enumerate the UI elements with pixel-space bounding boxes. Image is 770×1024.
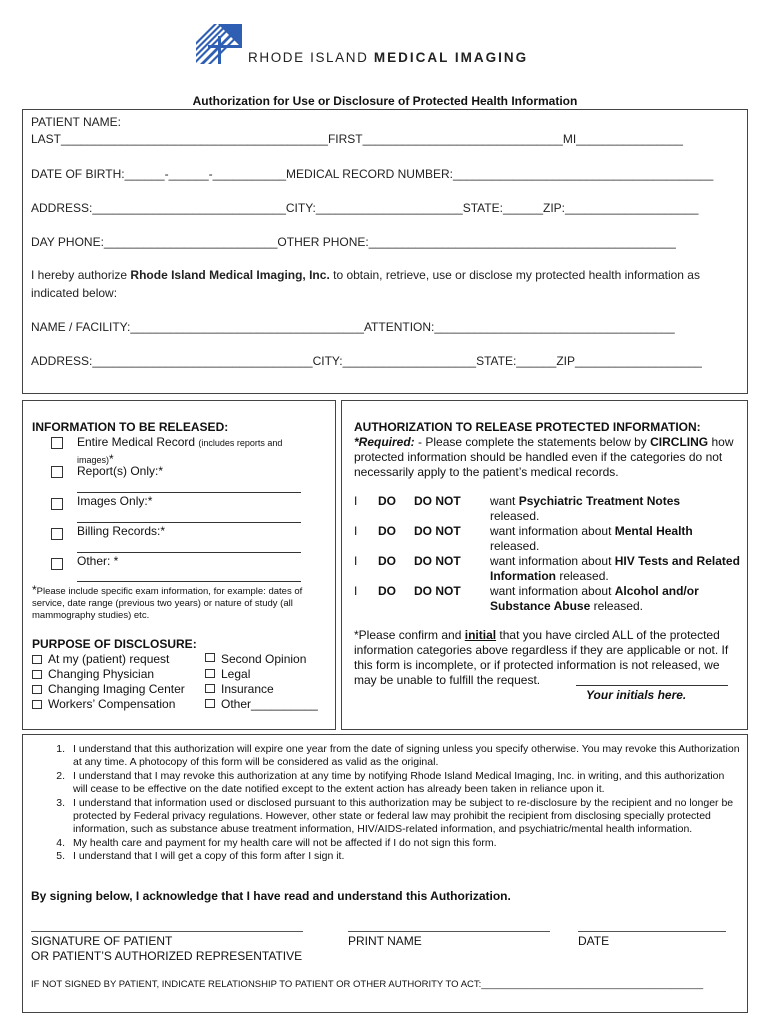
auth-row-mental-health [354, 524, 746, 554]
terms-num: 5. [56, 850, 65, 863]
authorization-title: AUTHORIZATION TO RELEASE PROTECTED INFORMATION: [354, 420, 701, 434]
document-title: Authorization for Use or Disclosure of Protected Health Information [192, 94, 578, 108]
print-name-label: PRINT NAME [348, 934, 422, 948]
auth-row-psychiatric [354, 494, 746, 524]
auth-post: released. [490, 509, 540, 523]
logo-wordmark [248, 50, 528, 65]
rhode-island-medical-imaging-logo-icon [196, 24, 242, 64]
date-line[interactable] [578, 931, 726, 932]
auth-statement [490, 554, 740, 584]
auth-bold: Psychiatric Treatment Notes [518, 494, 681, 508]
acknowledgement-statement: By signing below, I acknowledge that I have read and understand this Authorization. [31, 889, 511, 903]
confirm-text-b: that you have circled ALL of the protected information categories above regardless if they are applicable or not. If this form is incomplete, or if protected information is not released, we may be unable to fulfill the request. [354, 628, 729, 687]
checkbox-icon[interactable] [51, 437, 63, 449]
info-footnote [32, 584, 330, 622]
purpose-other[interactable]: Other__________ [221, 697, 318, 711]
images-only-line[interactable] [77, 522, 301, 523]
terms-text: I understand that I may revoke this authorization at any time by notifying Rhode Island Medical Imaging, Inc. in writing, and this authorization will cease to be effective on the date notified except to the extent action has already been taken in reliance upon it. [73, 769, 725, 796]
logo-name-bold: MEDICAL IMAGING [373, 50, 529, 65]
terms-item [51, 743, 741, 770]
auth-do-option[interactable]: DO [378, 584, 396, 598]
auth-i: I [354, 494, 358, 508]
purpose-changing-center: Changing Imaging Center [48, 682, 185, 696]
signature-label: SIGNATURE OF PATIENT [31, 934, 173, 948]
patient-info-section [22, 109, 748, 394]
logo-name-light: RHODE ISLAND [248, 50, 374, 65]
terms-item [51, 837, 741, 850]
checkbox-icon[interactable] [205, 669, 215, 678]
billing-records-line[interactable] [77, 552, 301, 553]
signature-line[interactable] [31, 931, 303, 932]
authorization-section [341, 400, 748, 730]
entire-record-star: * [109, 452, 114, 466]
auth-bold: HIV Tests and Related Information [490, 554, 740, 583]
terms-num: 3. [56, 796, 65, 809]
footnote-text: Please include specific exam information, for example: dates of service, date range (previous two years) or nature of study (all mammography studies) etc. [32, 586, 303, 621]
purpose-title: PURPOSE OF DISCLOSURE: [32, 637, 197, 651]
purpose-workers-comp: Workers’ Compensation [48, 697, 176, 711]
authorize-org: Rhode Island Medical Imaging, Inc. [130, 268, 330, 282]
auth-do-not-option[interactable]: DO NOT [414, 494, 461, 508]
facility-field[interactable]: NAME / FACILITY:___________________________________ATTENTION:____________________________________ [31, 320, 675, 334]
auth-statement [490, 494, 740, 524]
authorization-instructions [354, 435, 744, 480]
entire-record-label [77, 435, 282, 449]
checkbox-icon[interactable] [205, 653, 215, 662]
checkbox-icon[interactable] [51, 466, 63, 478]
auth-post: released. [556, 569, 609, 583]
auth-statement [490, 524, 740, 554]
purpose-patient-request: At my (patient) request [48, 652, 170, 666]
billing-records-label: Billing Records:* [77, 524, 166, 538]
auth-row-hiv [354, 554, 746, 584]
auth-pre: want information about [490, 554, 615, 568]
other-info-label: Other: * [77, 554, 119, 568]
info-released-section [22, 400, 336, 730]
patient-address-field[interactable]: ADDRESS:_____________________________CITY:______________________STATE:______ZIP:____________________ [31, 201, 699, 215]
terms-num: 1. [56, 743, 65, 755]
checkbox-icon[interactable] [32, 670, 42, 679]
entire-record-note: (includes reports and [198, 438, 283, 448]
auth-bold: Mental Health [614, 524, 693, 538]
patient-name-field[interactable]: LAST________________________________________FIRST______________________________MI________________ [31, 132, 683, 146]
checkbox-icon[interactable] [32, 700, 42, 709]
confirm-text-a: *Please confirm and [354, 628, 465, 642]
checkbox-icon[interactable] [32, 655, 42, 664]
confirm-instructions [354, 628, 744, 688]
dob-mrn-field[interactable]: DATE OF BIRTH:______-______-___________MEDICAL RECORD NUMBER:_______________________________________ [31, 167, 714, 181]
date-label: DATE [578, 934, 610, 948]
auth-statement [490, 584, 740, 614]
terms-list [51, 743, 741, 864]
required-text-a: - Please complete the statements below by [414, 435, 651, 449]
checkbox-icon[interactable] [51, 528, 63, 540]
company-logo [196, 24, 576, 68]
authorize-pre: I hereby authorize [31, 268, 131, 282]
checkbox-icon[interactable] [205, 699, 215, 708]
auth-i: I [354, 554, 358, 568]
terms-num: 4. [56, 836, 65, 849]
terms-text: I understand that this authorization will expire one year from the date of signing unless you specify otherwise. You may revoke this Authorization at any time. A photocopy of this form will be considered as valid as the original. [73, 743, 740, 769]
auth-do-option[interactable]: DO [378, 494, 396, 508]
recipient-address-field[interactable]: ADDRESS:_________________________________CITY:____________________STATE:______ZIP___________________ [31, 354, 702, 368]
terms-text: I understand that I will get a copy of this form after I sign it. [73, 850, 345, 863]
signature-label-rep: OR PATIENT’S AUTHORIZED REPRESENTATIVE [31, 949, 303, 963]
auth-i: I [354, 584, 358, 598]
auth-do-option[interactable]: DO [378, 524, 396, 538]
patient-name-label: PATIENT NAME: [31, 115, 122, 129]
terms-text: My health care and payment for my health care will not be affected if I do not sign this form. [73, 836, 497, 849]
auth-pre: want [490, 494, 519, 508]
print-name-line[interactable] [348, 931, 550, 932]
signature-section [22, 734, 748, 1013]
auth-do-not-option[interactable]: DO NOT [414, 524, 461, 538]
entire-record-note2: images) [77, 455, 110, 465]
phone-field[interactable]: DAY PHONE:__________________________OTHER PHONE:______________________________________________ [31, 235, 676, 249]
relationship-field[interactable]: IF NOT SIGNED BY PATIENT, INDICATE RELATIONSHIP TO PATIENT OR OTHER AUTHORITY TO ACT:__________________________________________ [31, 979, 704, 990]
checkbox-icon[interactable] [51, 498, 63, 510]
auth-pre: want information about [490, 584, 615, 598]
confirm-initial: initial [464, 628, 497, 642]
auth-i: I [354, 524, 358, 538]
checkbox-icon[interactable] [51, 558, 63, 570]
initials-line[interactable] [576, 685, 728, 686]
auth-bold: Alcohol and/or Substance Abuse [490, 584, 699, 613]
info-released-title: INFORMATION TO BE RELEASED: [32, 420, 229, 434]
authorization-statement [31, 268, 700, 282]
terms-item [51, 850, 741, 863]
auth-pre: want information about [490, 524, 615, 538]
required-text-b: how protected information should be handled even if the categories do not necessarily apply to the patient’s medical records. [354, 435, 734, 479]
auth-row-substance [354, 584, 746, 614]
entire-record-text: Entire Medical Record [77, 435, 199, 449]
terms-text: I understand that information used or disclosed pursuant to this authorization may be subject to re-disclosure by the recipient and no longer be protected by Federal privacy regulations. However, other state or federal law may prohibit the recipient from disclosing specially protected information, such as substance abuse treatment information, HIV/AIDS-related information, and psychiatric/mental health information. [73, 796, 734, 836]
auth-do-not-option[interactable]: DO NOT [414, 584, 461, 598]
checkbox-icon[interactable] [32, 685, 42, 694]
auth-do-not-option[interactable]: DO NOT [414, 554, 461, 568]
footnote-star: * [32, 583, 37, 597]
initials-label: Your initials here. [586, 688, 687, 702]
required-label: *Required: [354, 435, 415, 449]
purpose-second-opinion: Second Opinion [221, 652, 307, 666]
images-only-label: Images Only:* [77, 494, 153, 508]
circling-label: CIRCLING [650, 435, 709, 449]
auth-do-option[interactable]: DO [378, 554, 396, 568]
reports-only-line[interactable] [77, 492, 301, 493]
authorization-statement-cont: indicated below: [31, 286, 118, 300]
other-info-line[interactable] [77, 581, 301, 582]
auth-post: released. [590, 599, 643, 613]
purpose-changing-physician: Changing Physician [48, 667, 155, 681]
auth-post: released. [490, 539, 540, 553]
terms-item [51, 770, 741, 797]
terms-item [51, 797, 741, 837]
terms-num: 2. [56, 769, 65, 782]
checkbox-icon[interactable] [205, 684, 215, 693]
reports-only-label: Report(s) Only:* [77, 464, 164, 478]
authorize-post: to obtain, retrieve, use or disclose my protected health information as [329, 268, 700, 282]
purpose-legal: Legal [221, 667, 251, 681]
purpose-insurance: Insurance [221, 682, 274, 696]
